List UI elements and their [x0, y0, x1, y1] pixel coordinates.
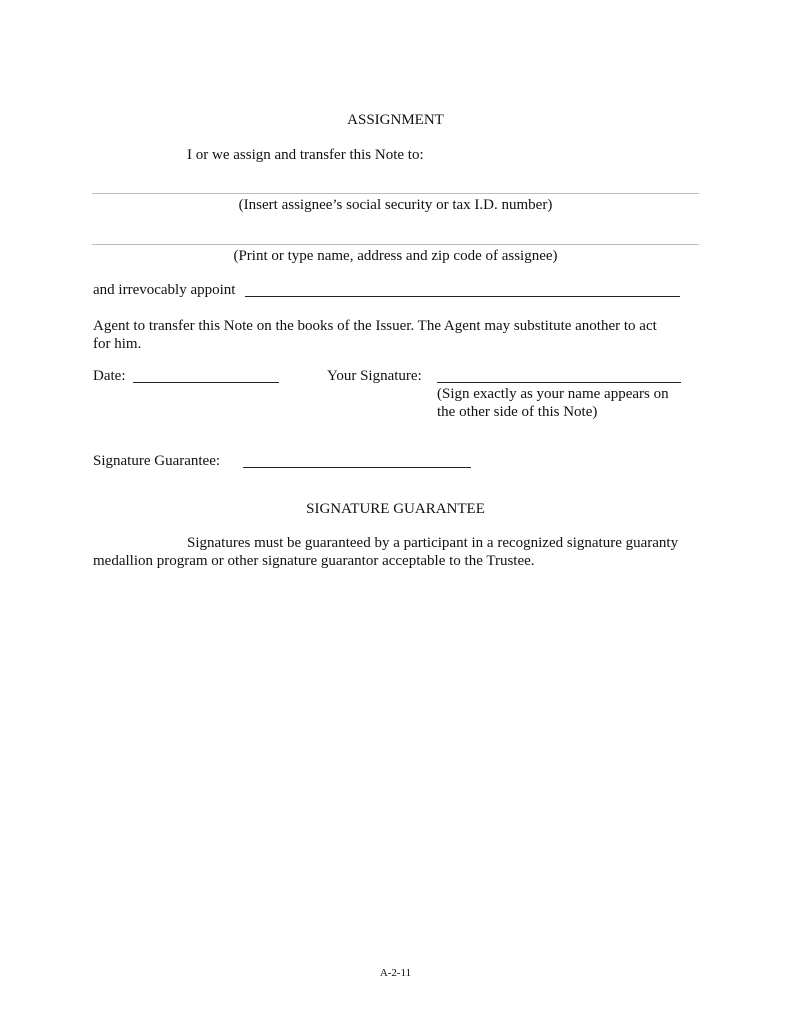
signature-guarantee-label: Signature Guarantee:	[93, 453, 221, 469]
your-signature-line	[437, 382, 681, 383]
agent-text-line-1: Agent to transfer this Note on the books of the Issuer. The Agent may substitute another to act	[93, 318, 657, 334]
assignment-heading: ASSIGNMENT	[347, 112, 444, 128]
date-label: Date:	[93, 368, 126, 384]
sign-note-line-1: (Sign exactly as your name appears on	[437, 386, 669, 402]
assignee-name-field-line	[92, 244, 699, 245]
appoint-label: and irrevocably appoint	[93, 282, 236, 298]
assignee-ssn-caption: (Insert assignee’s social security or tax I.D. number)	[238, 197, 553, 213]
page-number: A-2-11	[379, 967, 412, 979]
assign-intro-text: I or we assign and transfer this Note to:	[187, 147, 424, 163]
sign-note-line-2: the other side of this Note)	[437, 404, 598, 420]
your-signature-label: Your Signature:	[327, 368, 422, 384]
date-line	[133, 382, 279, 383]
guarantee-text-line-2: medallion program or other signature guarantor acceptable to the Trustee.	[93, 553, 535, 569]
appointee-line	[245, 296, 680, 297]
assignee-name-caption: (Print or type name, address and zip code of assignee)	[233, 248, 558, 264]
signature-guarantee-heading: SIGNATURE GUARANTEE	[306, 501, 485, 517]
assignee-ssn-field-line	[92, 193, 699, 194]
agent-text-line-2: for him.	[93, 336, 142, 352]
signature-guarantee-line	[243, 467, 471, 468]
guarantee-text-line-1: Signatures must be guaranteed by a participant in a recognized signature guaranty	[187, 535, 679, 551]
